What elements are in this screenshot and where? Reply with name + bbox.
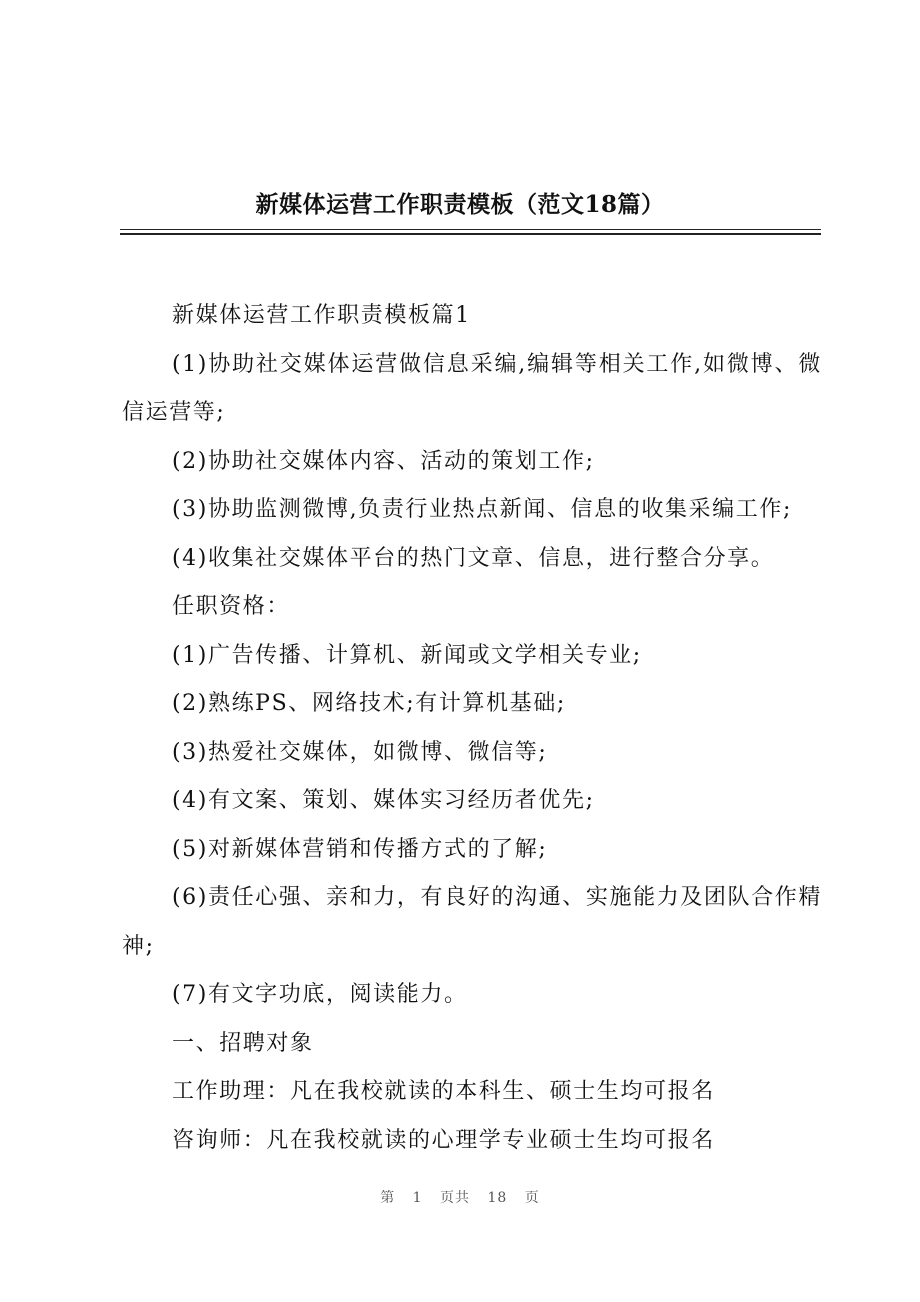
footer-page-number: 1 — [412, 1190, 423, 1206]
duty-item: (1)协助社交媒体运营做信息采编,编辑等相关工作,如微博、微信运营等; — [122, 351, 822, 425]
recruitment-item: 工作助理：凡在我校就读的本科生、硕士生均可报名 — [172, 1079, 715, 1104]
footer-prefix: 第 — [380, 1190, 396, 1206]
qualifications-heading: 任职资格： — [172, 594, 291, 619]
qualification-item: (7)有文字功底，阅读能力。 — [172, 982, 468, 1007]
duty-item: (3)协助监测微博,负责行业热点新闻、信息的收集采编工作; — [172, 497, 792, 522]
section-heading: 新媒体运营工作职责模板篇1 — [172, 303, 471, 328]
footer-middle: 页共 — [440, 1190, 471, 1206]
qualification-item: (1)广告传播、计算机、新闻或文学相关专业; — [172, 642, 642, 668]
recruitment-item: 咨询师：凡在我校就读的心理学专业硕士生均可报名 — [172, 1127, 715, 1153]
page-footer — [0, 1187, 920, 1207]
document-body — [122, 292, 822, 1165]
qualification-item: (6)责任心强、亲和力，有良好的沟通、实施能力及团队合作精神; — [122, 885, 822, 959]
footer-total-pages: 18 — [487, 1190, 508, 1206]
qualification-item: (5)对新媒体营销和传播方式的了解; — [172, 836, 548, 862]
qualification-item: (3)热爱社交媒体，如微博、微信等; — [172, 739, 548, 765]
footer-suffix: 页 — [524, 1190, 540, 1206]
title-divider-thin — [120, 229, 821, 230]
duty-item: (2)协助社交媒体内容、活动的策划工作; — [172, 448, 595, 474]
title-divider-thick — [120, 233, 821, 235]
qualification-item: (4)有文案、策划、媒体实习经历者优先; — [172, 788, 595, 813]
recruitment-heading: 一、招聘对象 — [172, 1030, 314, 1056]
duty-item: (4)收集社交媒体平台的热门文章、信息，进行整合分享。 — [172, 545, 775, 571]
qualification-item: (2)熟练PS、网络技术;有计算机基础; — [172, 691, 566, 716]
document-title: 新媒体运营工作职责模板（范文18篇） — [255, 191, 665, 218]
